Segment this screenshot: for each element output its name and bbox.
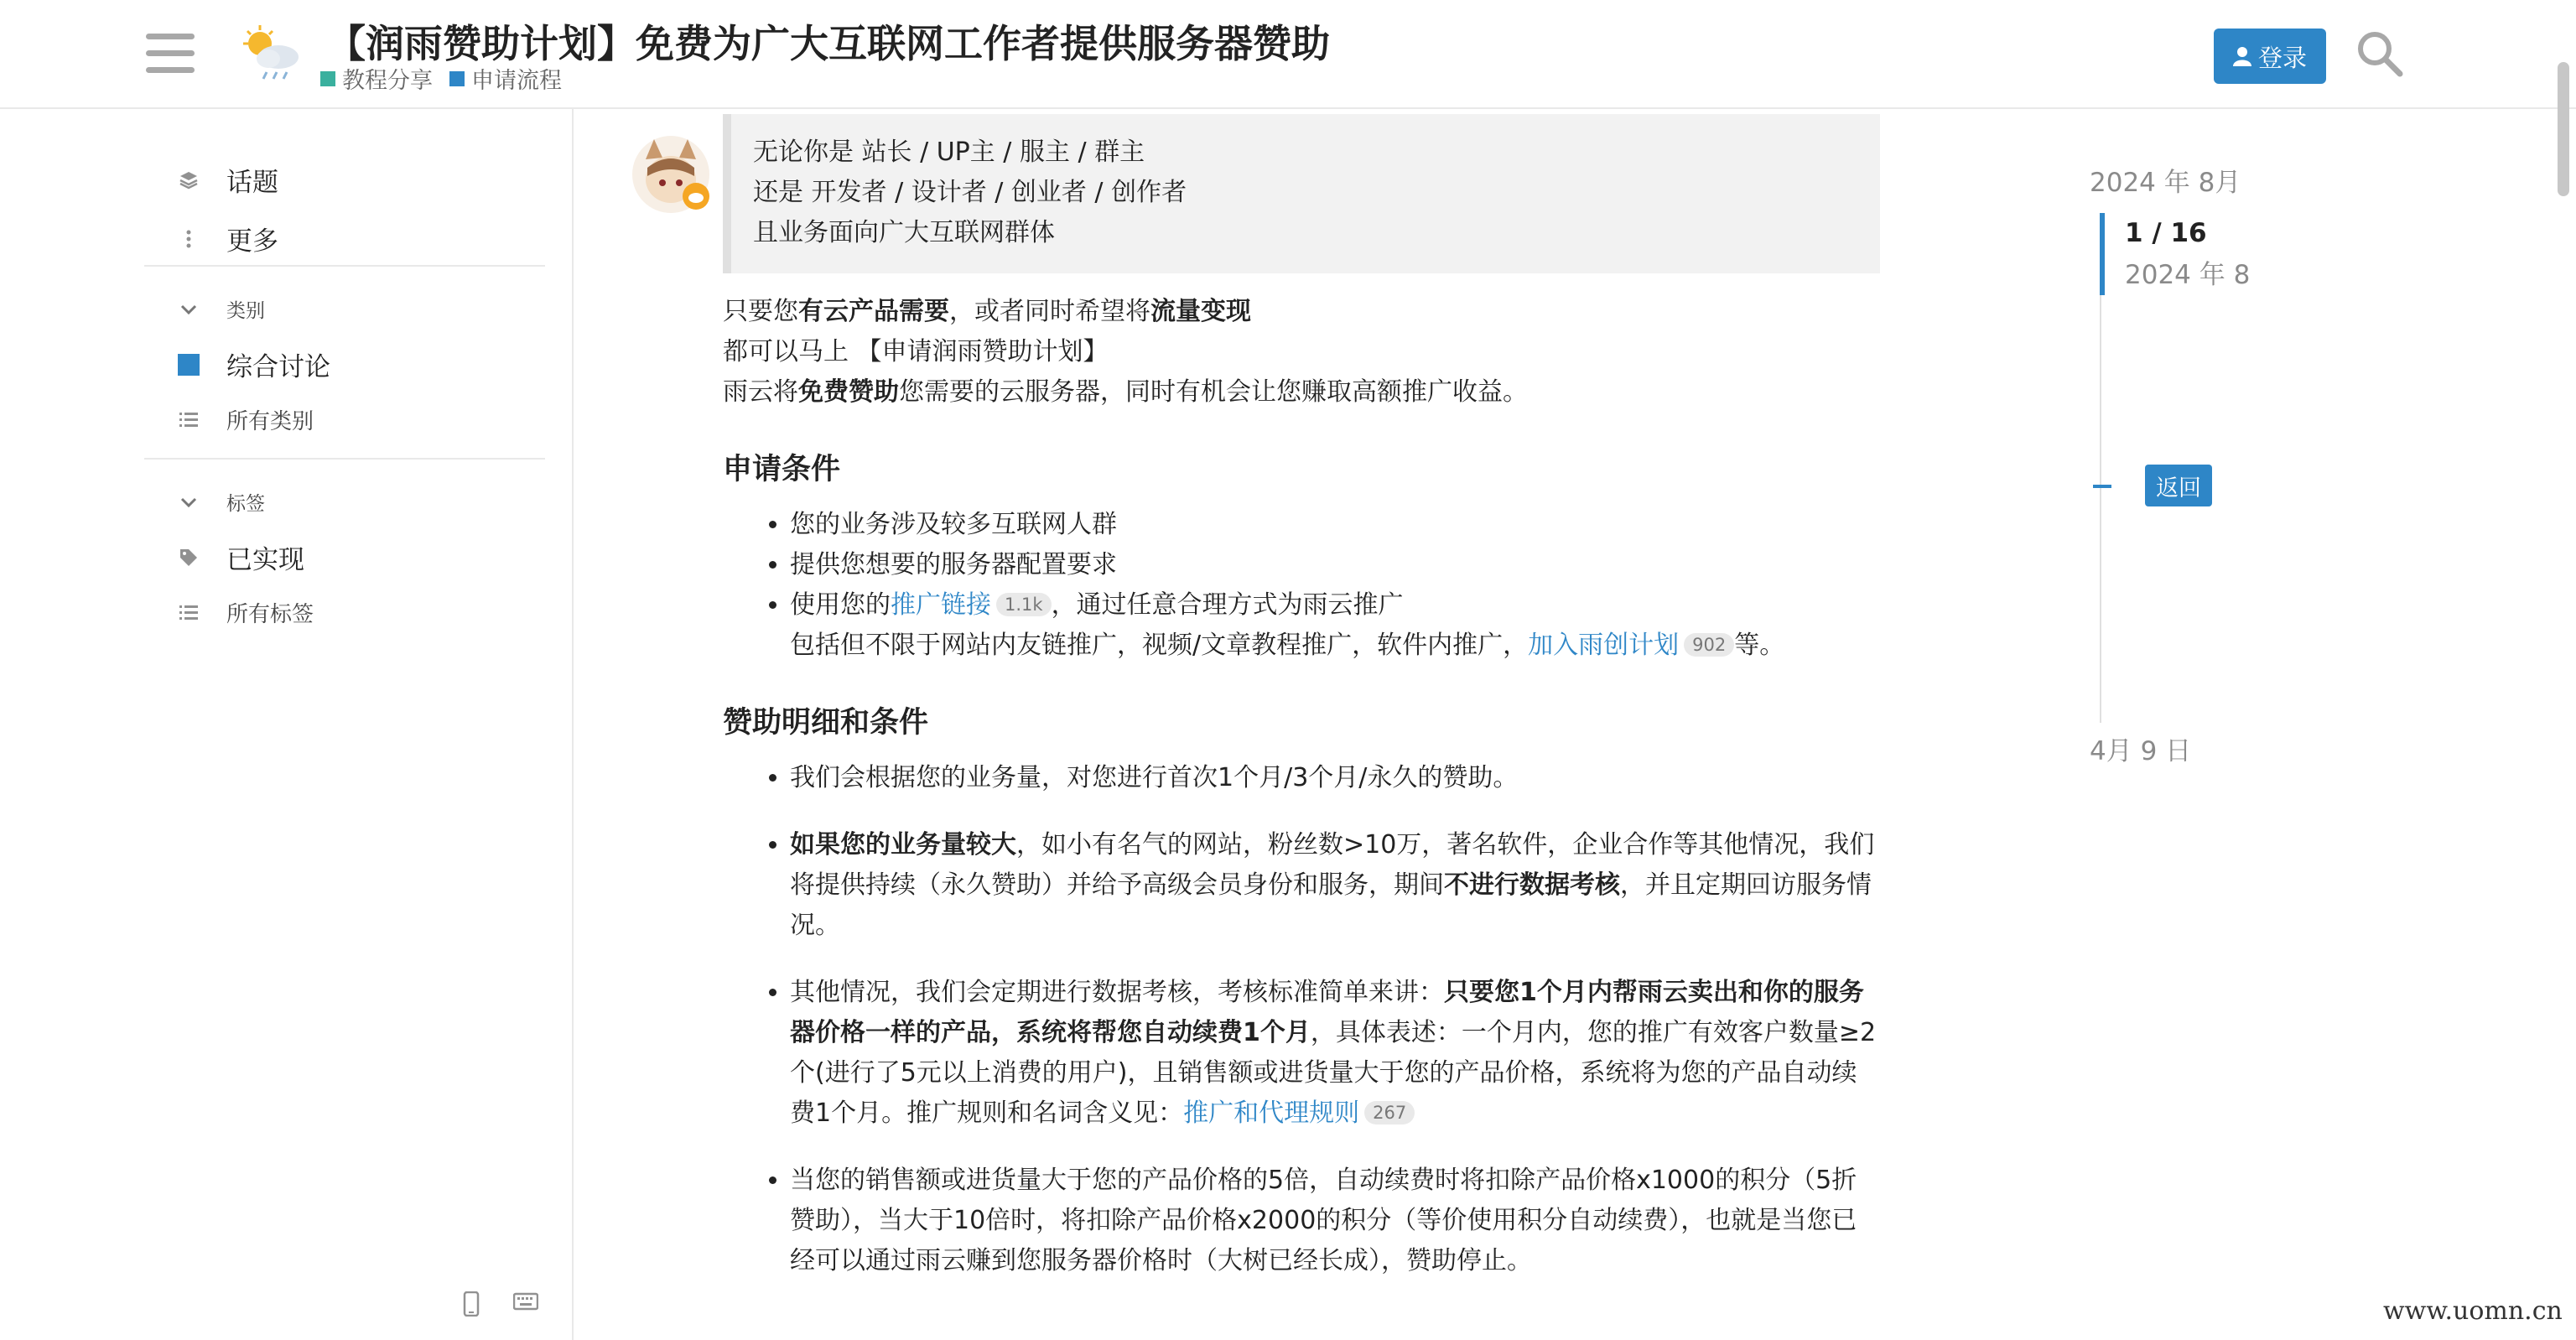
text: ，如小有名气的网站，粉丝数>10万，著名软件，企业合作等其他情况，我们将提供持续（永久赞助）并给予高级会员身份和服务，期间 [790,830,1875,900]
text: ，具体表述：一个月内，您的推广有效客户数量≥2个(进行了5元以上消费的用户)，且销售额或进货量大于您的产品价格，系统将为您的产品自动续费1个月。推广规则和名词含义见： [790,1018,1877,1128]
text: ，或者同时希望将 [949,297,1150,326]
timeline-track[interactable] [2100,295,2101,723]
category-color-square [449,71,465,86]
quote-line: 无论你是 站长 / UP主 / 服主 / 群主 [753,138,1145,167]
bold-text: 免费赞助 [798,377,899,407]
list-item: • 您的业务涉及较多互联网人群 [790,505,1880,545]
category-badge-apply[interactable] [449,62,562,95]
text: 包括但不限于网站内友链推广，视频/文章教程推广，软件内推广， [790,631,1529,660]
sidebar-item-label: 所有类别 [226,409,314,434]
page-title: 【润雨赞助计划】免费为广大互联网工作者提供服务器赞助 [327,21,1330,66]
timeline-back-button[interactable]: 返回 [2145,465,2212,506]
bold-text: 流量变现 [1150,297,1251,326]
category-label: 教程分享 [342,68,433,94]
sidebar-item-all-tags[interactable] [176,597,314,628]
sidebar-section-label: 标签 [226,493,265,515]
sidebar-item-label: 所有标签 [226,602,314,627]
sidebar-item-label: 话题 [226,168,278,198]
bold-text: 有云产品需要 [798,297,949,326]
section-heading-requirements: 申请条件 [723,453,841,486]
sidebar-section-categories[interactable] [176,295,265,323]
chevron-down-icon [176,496,201,508]
sidebar-divider [144,265,545,267]
join-program-link[interactable]: 加入雨创计划 [1528,631,1680,660]
text: 雨云将 [723,377,798,407]
list-item [790,973,1880,1134]
list-item: • 提供您想要的服务器配置要求 [790,545,1880,585]
search-icon[interactable] [2355,29,2405,79]
intro-line-3 [723,372,1880,413]
more-vertical-icon [176,229,201,249]
bold-text: 如果您的业务量较大 [790,830,1016,860]
watermark: www.uomn.cn [2383,1296,2563,1326]
weather-cloud-icon[interactable] [238,23,305,82]
quote-line: 且业务面向广大互联网群体 [753,218,1055,247]
text: 等。 [1734,631,1785,660]
sidebar-section-tags[interactable] [176,488,265,516]
tag-icon [176,548,201,568]
login-button[interactable] [2214,29,2326,84]
promotion-rules-link[interactable]: 推广和代理规则 [1183,1098,1360,1128]
sidebar-item-topics[interactable] [176,161,278,199]
sidebar-item-label: 更多 [226,226,278,257]
text: 其他情况，我们会定期进行数据考核，考核标准简单来讲： [790,978,1444,1007]
text: 使用您的 [790,590,891,620]
list-item: • 我们会根据您的业务量，对您进行首次1个月/3个月/永久的赞助。 [790,758,1880,798]
sidebar-item-tag-implemented[interactable] [176,538,304,576]
chevron-down-icon [176,304,201,315]
sidebar-item-all-categories[interactable] [176,404,314,435]
layers-icon [176,170,201,190]
text: 您需要的云服务器，同时有机会让您赚取高额推广收益。 [899,377,1528,407]
sidebar-item-general-discussion[interactable] [176,345,330,383]
sidebar-divider [144,458,545,460]
post-body [723,114,1880,1308]
sidebar [0,109,574,1340]
intro-line-2: 都可以马上 【申请润雨赞助计划】 [723,337,1109,366]
bold-text: 只要您1个月内帮雨云卖出和你的服务器价格一样的产品，系统将帮您自动续费1个月 [790,978,1864,1047]
bold-text: 不进行数据考核 [1444,870,1620,900]
sponsorship-list [723,758,1880,1281]
intro-line-1 [723,292,1880,332]
category-badge-tutorial[interactable] [320,62,433,95]
avatar[interactable] [631,134,711,215]
timeline-current-date: 2024 年 8 [2125,260,2251,290]
text: 只要您 [723,297,798,326]
list-item [790,585,1880,666]
breadcrumb [320,62,562,95]
timeline-end-date[interactable]: 4月 9 日 [2090,736,2192,766]
timeline-start-date[interactable]: 2024 年 8月 [2090,168,2241,198]
sidebar-item-label: 已实现 [226,545,304,575]
hamburger-icon[interactable] [146,34,195,74]
login-label: 登录 [2257,43,2307,72]
click-count-badge: 1.1k [996,593,1052,616]
timeline-last-read-marker [2093,485,2111,488]
section-heading-sponsorship: 赞助明细和条件 [723,706,929,740]
user-icon [2233,46,2251,66]
scrollbar-thumb[interactable] [2558,62,2569,196]
intro-paragraph [723,292,1880,413]
mobile-icon[interactable] [463,1291,480,1317]
list-item [790,825,1880,946]
category-label: 申请流程 [471,68,562,94]
sidebar-item-label: 综合讨论 [226,352,330,382]
category-square-icon [176,354,201,376]
list-icon [176,605,201,621]
category-color-square [320,71,335,86]
click-count-badge: 902 [1684,633,1734,657]
list-item: • 当您的销售额或进货量大于您的产品价格的5倍，自动续费时将扣除产品价格x1000的积分（5折赞助），当大于10倍时，将扣除产品价格x2000的积分（等价使用积分自动续费），也就是当您已经可以通过雨云赚到您服务器价格时（大树已经长成），赞助停止。 [790,1161,1880,1281]
timeline-handle[interactable] [2100,213,2105,295]
site-header [0,0,2576,109]
quote-line: 还是 开发者 / 设计者 / 创业者 / 创作者 [753,178,1187,207]
referral-link[interactable]: 推广链接 [891,590,991,620]
click-count-badge: 267 [1364,1101,1415,1124]
sidebar-item-more[interactable] [176,220,278,257]
text: ，通过任意合理方式为雨云推广 [1051,590,1404,620]
blockquote [723,114,1880,273]
list-icon [176,412,201,428]
sidebar-footer [463,1291,538,1317]
requirements-list [723,505,1880,666]
timeline-post-count: 1 / 16 [2125,218,2207,248]
text: ，并且定期回访服务情况。 [790,870,1872,940]
keyboard-icon[interactable] [513,1291,538,1311]
sidebar-section-label: 类别 [226,300,265,322]
